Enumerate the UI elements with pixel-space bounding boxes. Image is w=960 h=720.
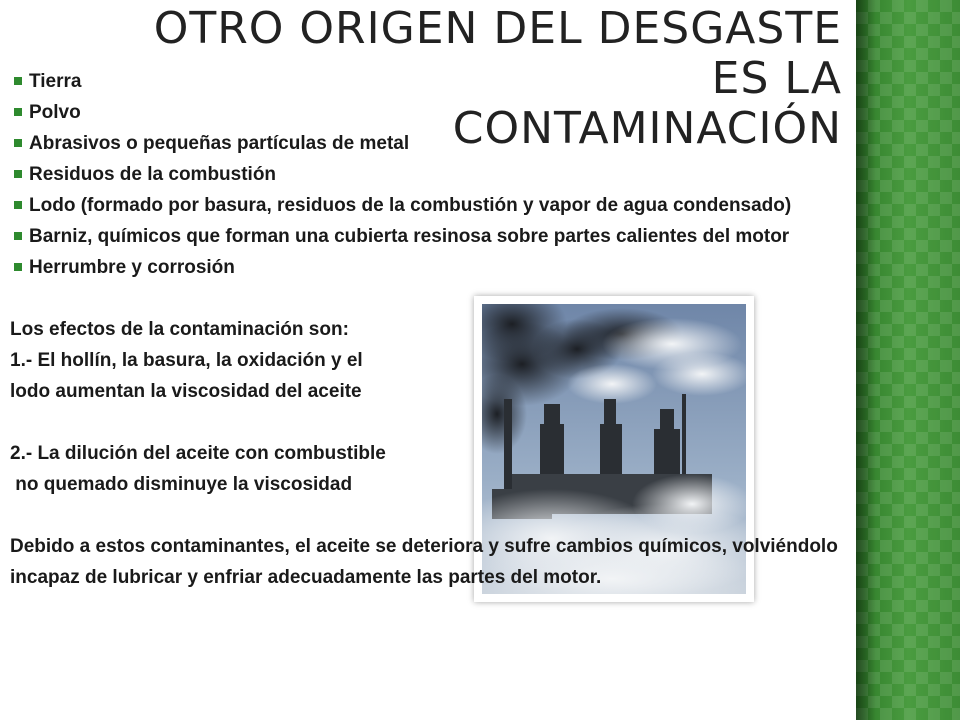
square-bullet-icon bbox=[14, 108, 22, 116]
list-item: Lodo (formado por basura, residuos de la combustión y vapor de agua condensado) bbox=[10, 190, 850, 221]
effect-1-line-1: 1.- El hollín, la basura, la oxidación y el bbox=[10, 350, 363, 371]
decorative-side-band bbox=[856, 0, 960, 720]
square-bullet-icon bbox=[14, 170, 22, 178]
title-line-2: CONTAMINACIÓN bbox=[452, 103, 842, 154]
conclusion-paragraph: Debido a estos contaminantes, el aceite se deteriora y sufre cambios químicos, volviéndolo incapaz de lubricar y enfriar adecuadamente las partes del motor. bbox=[10, 536, 838, 588]
contaminant-list bbox=[10, 66, 850, 283]
effect-2-line-1: 2.- La dilución del aceite con combustible bbox=[10, 443, 386, 464]
effect-2-line-2: no quemado disminuye la viscosidad bbox=[10, 474, 353, 495]
square-bullet-icon bbox=[14, 263, 22, 271]
effect-1-line-2: lodo aumentan la viscosidad del aceite bbox=[10, 381, 362, 402]
slide-body bbox=[10, 66, 850, 593]
title-line-1: OTRO ORIGEN DEL DESGASTE ES LA bbox=[153, 3, 842, 104]
list-item: Tierra bbox=[10, 66, 850, 97]
list-item: Barniz, químicos que forman una cubierta resinosa sobre partes calientes del motor bbox=[10, 221, 850, 252]
square-bullet-icon bbox=[14, 201, 22, 209]
list-item: Residuos de la combustión bbox=[10, 159, 850, 190]
square-bullet-icon bbox=[14, 232, 22, 240]
list-item: Herrumbre y corrosión bbox=[10, 252, 850, 283]
square-bullet-icon bbox=[14, 139, 22, 147]
list-item: Polvo bbox=[10, 97, 850, 128]
square-bullet-icon bbox=[14, 77, 22, 85]
list-item: Abrasivos o pequeñas partículas de metal bbox=[10, 128, 850, 159]
effects-heading: Los efectos de la contaminación son: bbox=[10, 319, 349, 340]
